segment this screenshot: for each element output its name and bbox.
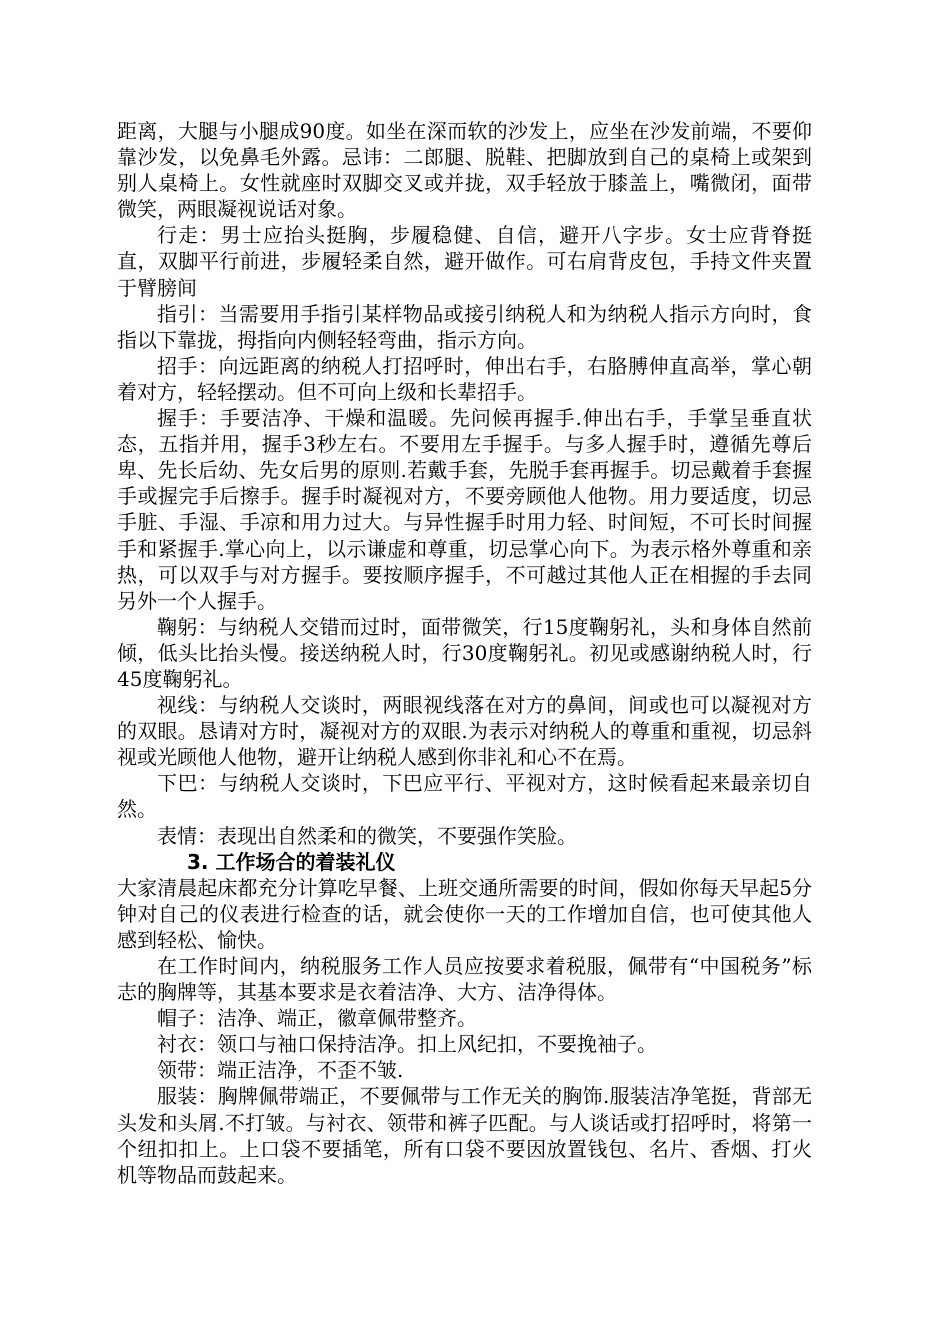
paragraph-expression: 表情：表现出自然柔和的微笑，不要强作笑脸。 xyxy=(157,823,577,848)
paragraph-hat: 帽子：洁净、端正，徽章佩带整齐。 xyxy=(157,1006,477,1031)
paragraph-clothing: 服装：胸牌佩带端正，不要佩带与工作无关的胸饰.服装洁净笔挺，背部无头发和头屑.不打皱。与衬衣、领带和裤子匹配。与人谈话或打招呼时，将第一个纽扣扣上。上口袋不要插笔，所有口袋不要因放置钱包、名片、香烟、打火机等物品而鼓起来。 xyxy=(117,1084,812,1187)
paragraph-chin: 下巴：与纳税人交谈时，下巴应平行、平视对方，这时候看起来最亲切自然。 xyxy=(117,771,812,822)
section-heading: 3. 工作场合的着装礼仪 xyxy=(187,849,396,874)
paragraph-waving: 招手：向远距离的纳税人打招呼时，伸出右手，右胳膊伸直高举，掌心朝着对方，轻轻摆动。但不可向上级和长辈招手。 xyxy=(117,353,812,404)
paragraph-walking: 行走：男士应抬头挺胸，步履稳健、自信，避开八字步。女士应背脊挺直，双脚平行前进，步履轻柔自然，避开做作。可右肩背皮包，手持文件夹置于臂膀间 xyxy=(117,223,812,300)
paragraph-bowing: 鞠躬：与纳税人交错而过时，面带微笑，行15度鞠躬礼，头和身体自然前倾，低头比抬头慢。接送纳税人时，行30度鞠躬礼。初见或感谢纳税人时，行45度鞠躬礼。 xyxy=(117,614,812,691)
paragraph-sitting-posture: 距离，大腿与小腿成90度。如坐在深而软的沙发上，应坐在沙发前端，不要仰靠沙发，以免鼻毛外露。忌讳：二郎腿、脱鞋、把脚放到自己的桌椅上或架到别人桌椅上。女性就座时双脚交叉或并拢，双手轻放于膝盖上，嘴微闭，面带微笑，两眼凝视说话对象。 xyxy=(117,119,812,222)
paragraph-tie: 领带：端正洁净，不歪不皱. xyxy=(157,1058,404,1083)
paragraph-handshake: 握手：手要洁净、干燥和温暖。先问候再握手.伸出右手，手掌呈垂直状态，五指并用，握手3秒左右。不要用左手握手。与多人握手时，遵循先尊后卑、先长后幼、先女后男的原则.若戴手套，先脱手套再握手。切忌戴着手套握手或握完手后擦手。握手时凝视对方，不要旁顾他人他物。用力要适度，切忌手脏、手湿、手凉和用力过大。与异性握手时用力轻、时间短，不可长时间握手和紧握手.掌心向上，以示谦虚和尊重，切忌掌心向下。为表示格外尊重和亲热，可以双手与对方握手。要按顺序握手，不可越过其他人正在相握的手去同另外一个人握手。 xyxy=(117,406,812,613)
document-page xyxy=(117,118,812,1188)
paragraph-eye-contact: 视线：与纳税人交谈时，两眼视线落在对方的鼻间，间或也可以凝视对方的双眼。恳请对方时，凝视对方的双眼.为表示对纳税人的尊重和重视，切忌斜视或光顾他人他物，避开让纳税人感到你非礼和心不在焉。 xyxy=(117,693,812,770)
paragraph-uniform-requirement: 在工作时间内，纳税服务工作人员应按要求着税服，佩带有“中国税务”标志的胸牌等，其基本要求是衣着洁净、大方、洁净得体。 xyxy=(117,954,812,1005)
paragraph-pointing: 指引：当需要用手指引某样物品或接引纳税人和为纳税人指示方向时，食指以下靠拢，拇指向内侧轻轻弯曲，指示方向。 xyxy=(117,301,812,352)
paragraph-morning-check: 大家清晨起床都充分计算吃早餐、上班交通所需要的时间，假如你每天早起5分钟对自己的仪表进行检查的话，就会使你一天的工作增加自信，也可使其他人感到轻松、愉快。 xyxy=(117,875,812,952)
paragraph-shirt: 衬衣：领口与袖口保持洁净。扣上风纪扣，不要挽袖子。 xyxy=(157,1032,657,1057)
